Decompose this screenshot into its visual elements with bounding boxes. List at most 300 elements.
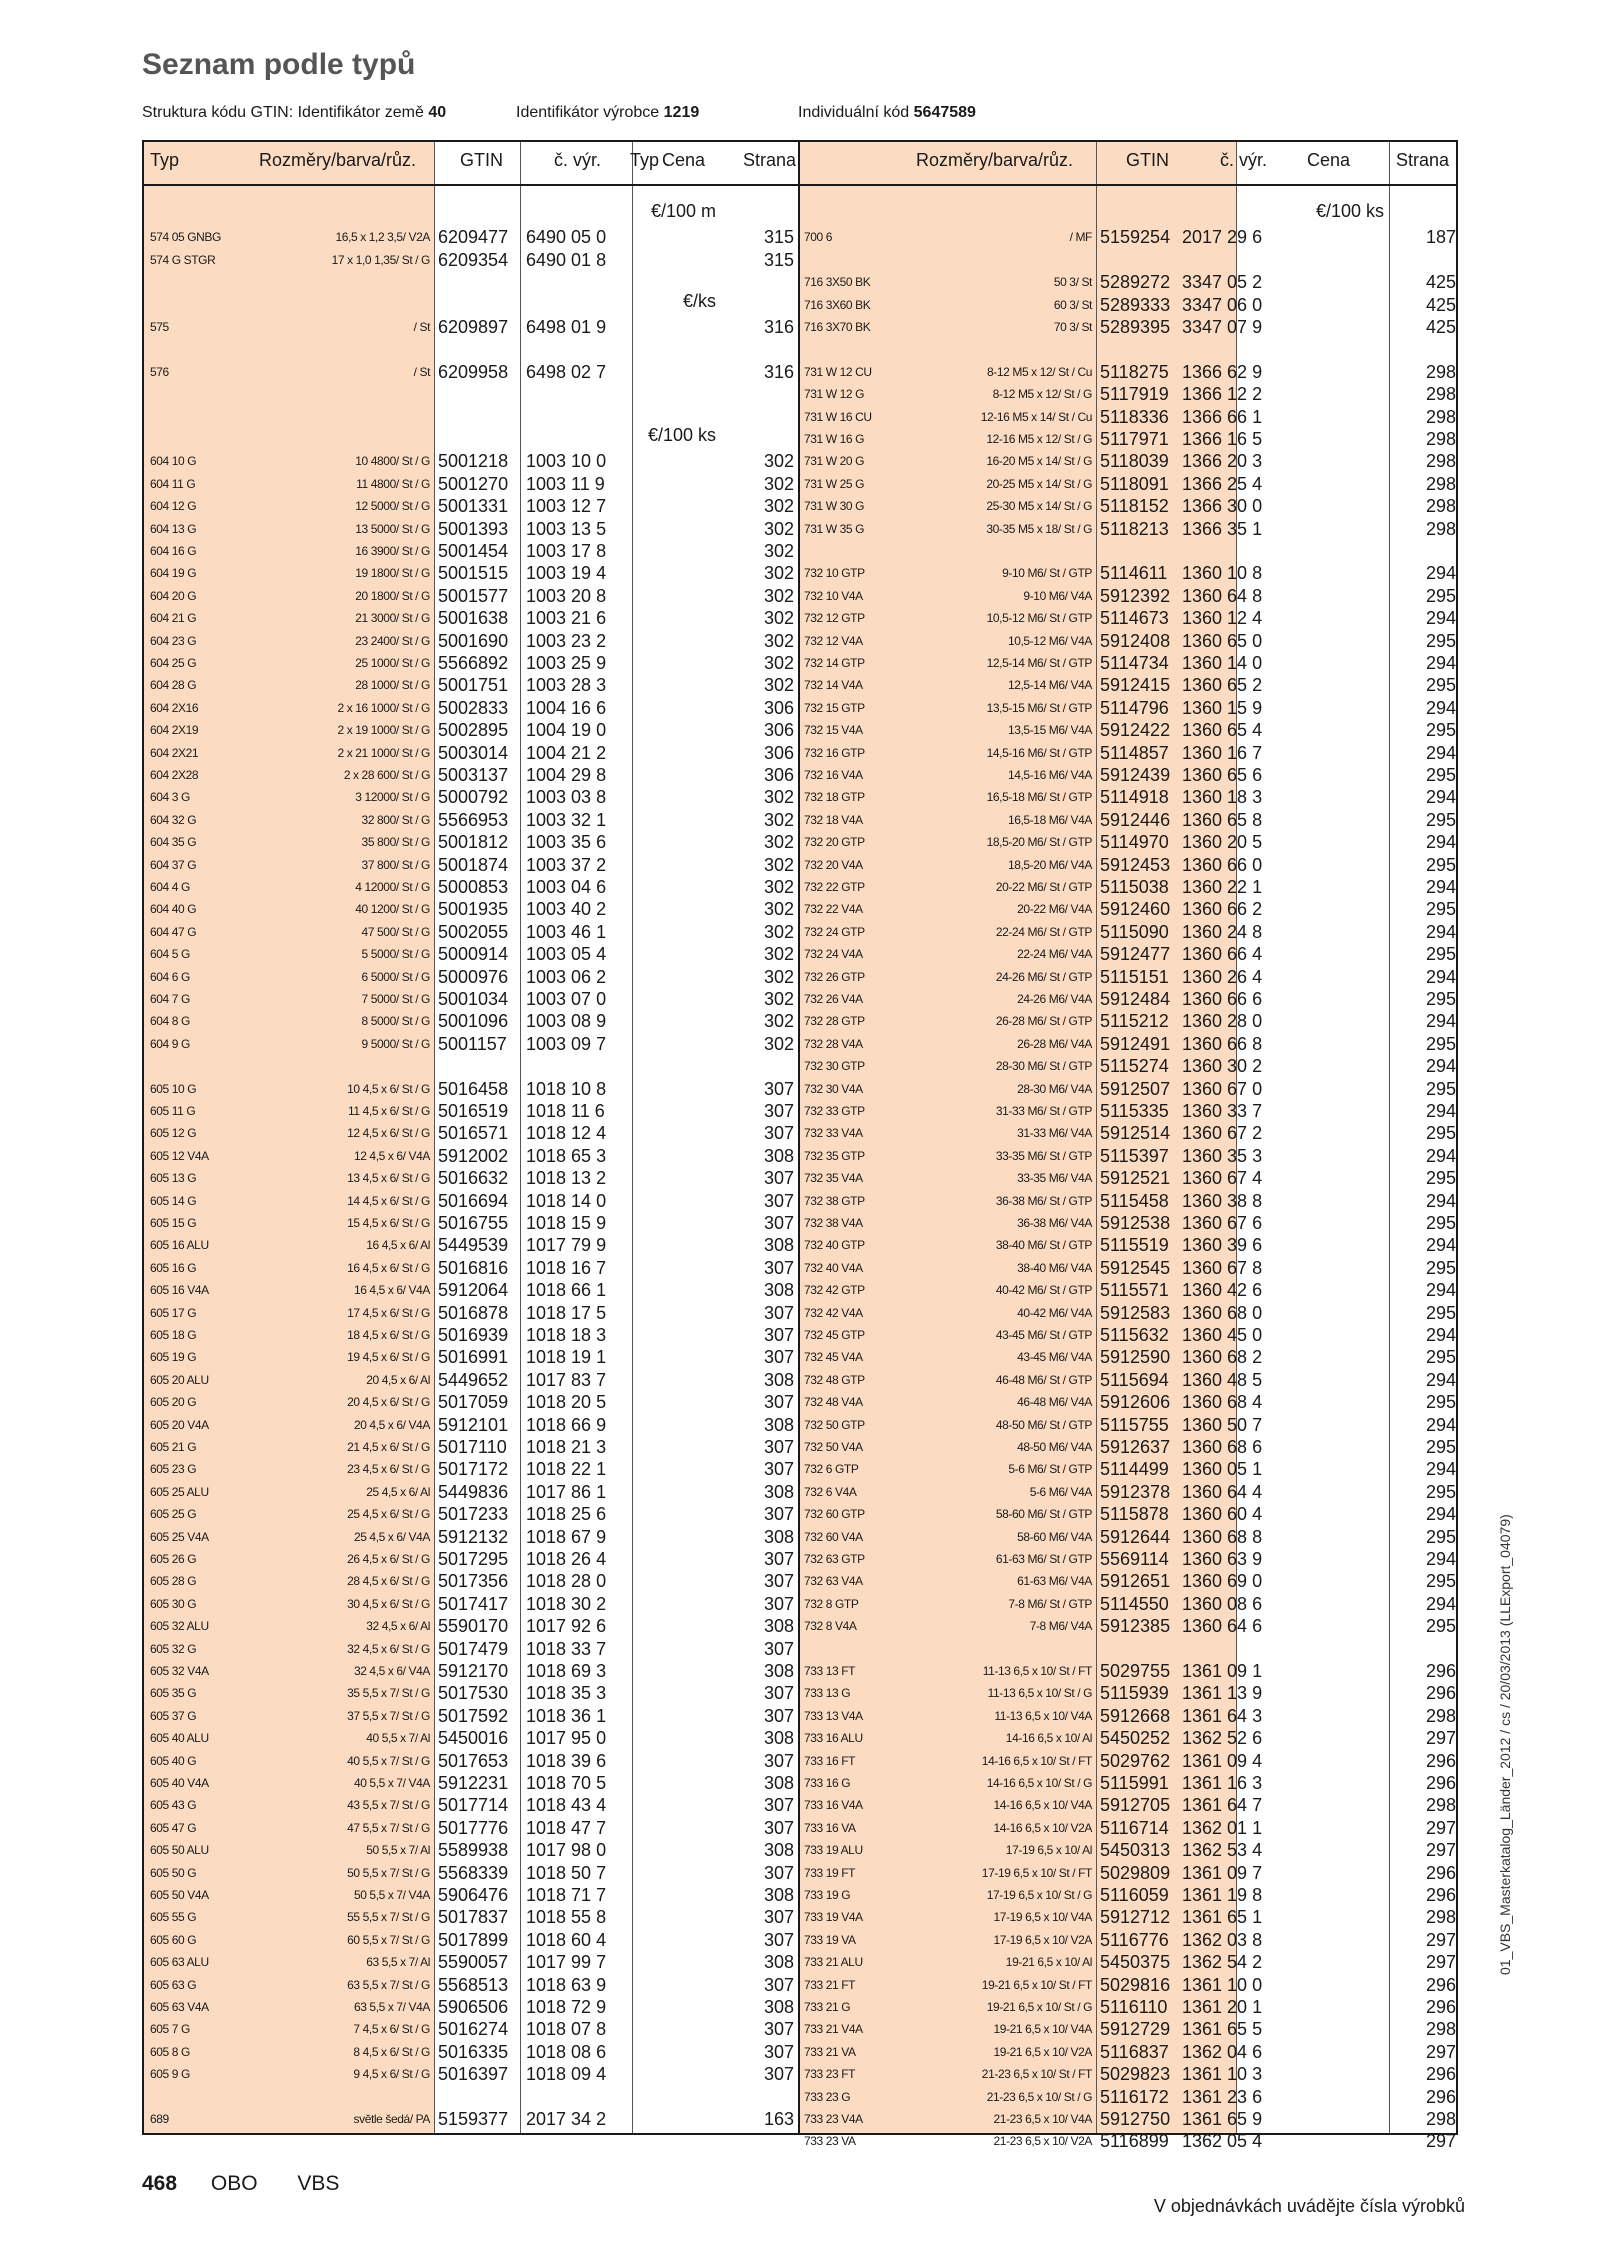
type-code: 604 13 G [150, 521, 197, 536]
page-ref: 296 [1425, 1862, 1456, 1883]
dimension-value: 21-23 6,5 x 10/ V4A [993, 2112, 1092, 2126]
item-number: 1018 15 9 [526, 1213, 607, 1233]
item-number: 1018 55 8 [526, 1907, 607, 1928]
page-ref: 302 [763, 541, 794, 561]
item-number: 1360 67 8 [1182, 1257, 1263, 1278]
type-code: 731 W 16 CU [804, 409, 872, 424]
item-number: 1018 07 8 [526, 2019, 607, 2040]
page-ref: 295 [1425, 1123, 1456, 1144]
type-code: 605 7 G [150, 2022, 190, 2037]
dimension-value: 22-24 M6/ V4A [1017, 947, 1092, 962]
item-number: 1017 92 6 [526, 1616, 607, 1637]
gtin-value: 5566892 [438, 653, 509, 673]
type-code: 604 5 G [150, 947, 190, 962]
dimension-value: 20-25 M5 x 14/ St / G [986, 476, 1092, 491]
page-ref: 308 [763, 1885, 794, 1905]
col-header-typ-right: Typ [630, 150, 660, 170]
item-number: 1018 25 6 [526, 1504, 607, 1525]
page-ref: 295 [1425, 1168, 1456, 1189]
item-number: 1360 66 2 [1182, 899, 1263, 920]
type-code: 732 14 GTP [804, 656, 865, 670]
type-code: 604 40 G [150, 902, 197, 917]
type-code: 733 21 ALU [804, 1955, 863, 1970]
type-code: 733 13 V4A [804, 1708, 863, 1723]
item-number: 1366 20 3 [1182, 451, 1263, 472]
gtin-value: 5118039 [1100, 451, 1169, 472]
item-number: 1362 05 4 [1182, 2131, 1263, 2152]
type-code: 732 28 V4A [804, 1036, 863, 1051]
gtin-value: 5450016 [438, 1728, 509, 1749]
gtin-value: 5001690 [438, 630, 509, 651]
item-number: 1360 14 0 [1182, 653, 1263, 673]
page-ref: 307 [763, 1638, 794, 1659]
gtin-value: 5016632 [438, 1168, 509, 1189]
type-code: 732 33 V4A [804, 1126, 863, 1141]
type-code: 733 23 V4A [804, 2112, 863, 2126]
type-code: 732 48 GTP [804, 1372, 865, 1387]
dimension-value: 18 4,5 x 6/ St / G [347, 1328, 430, 1342]
dimension-value: 17-19 6,5 x 10/ V4A [993, 1910, 1092, 1925]
page-ref: 294 [1425, 966, 1456, 987]
page-ref: 302 [763, 675, 794, 696]
item-number: 1360 12 4 [1182, 608, 1263, 629]
type-code: 605 50 V4A [150, 1888, 209, 1902]
item-number: 1366 35 1 [1182, 518, 1263, 539]
item-number: 1366 16 5 [1182, 429, 1263, 449]
col-header-dim-right: Rozměry/barva/růz. [916, 150, 1074, 170]
page-ref: 295 [1425, 675, 1456, 696]
type-code: 576 [150, 364, 169, 379]
gtin-value: 5906476 [438, 1885, 509, 1905]
gtin-value: 5912415 [1100, 675, 1171, 696]
dimension-value: 20 4,5 x 6/ V4A [353, 1417, 430, 1432]
gtin-value: 5912453 [1100, 854, 1171, 875]
type-code: 604 2X21 [150, 745, 199, 760]
dimension-value: 7-8 M6/ V4A [1029, 1619, 1092, 1634]
gtin-value: 5115991 [1100, 1773, 1169, 1793]
dimension-value: 19-21 6,5 x 10/ Al [1005, 1955, 1092, 1970]
gtin-value: 5016755 [438, 1213, 509, 1233]
col-divider [434, 142, 435, 2133]
type-code: 732 8 GTP [804, 1596, 859, 1611]
type-code: 732 42 V4A [804, 1305, 863, 1320]
gtin-value: 5589938 [438, 1840, 509, 1861]
gtin-value: 5568513 [438, 1974, 509, 1995]
dimension-value: / MF [1069, 230, 1092, 245]
item-number: 1360 67 2 [1182, 1123, 1263, 1144]
page-ref: 296 [1425, 1683, 1456, 1704]
gtin-value: 5912477 [1100, 944, 1171, 965]
page-ref: 298 [1425, 429, 1456, 449]
type-code: 604 2X19 [150, 723, 199, 738]
item-number: 1360 48 5 [1182, 1369, 1263, 1390]
type-code: 605 12 V4A [150, 1148, 209, 1163]
type-code: 605 63 ALU [150, 1955, 209, 1970]
type-code: 732 35 V4A [804, 1171, 863, 1186]
item-number: 1366 66 1 [1182, 406, 1263, 427]
type-code: 732 15 GTP [804, 700, 865, 715]
type-code: 732 40 GTP [804, 1238, 865, 1253]
page-ref: 294 [1425, 1414, 1456, 1435]
dimension-value: 20 4,5 x 6/ St / G [347, 1395, 430, 1410]
gtin-value: 5590170 [438, 1616, 509, 1637]
dimension-value: 47 5,5 x 7/ St / G [347, 1820, 430, 1835]
type-code: 731 W 25 G [804, 476, 865, 491]
gtin-value: 5450375 [1100, 1952, 1171, 1973]
page-ref: 308 [763, 1414, 794, 1435]
col-header-strana: Strana [743, 150, 797, 170]
page-ref: 298 [1425, 451, 1456, 472]
item-number: 1360 50 7 [1182, 1414, 1263, 1435]
gtin-value: 5017233 [438, 1504, 509, 1525]
item-number: 1018 11 6 [526, 1101, 605, 1121]
type-code: 732 15 V4A [804, 723, 863, 738]
gtin-value: 5017295 [438, 1549, 509, 1569]
type-code: 605 25 G [150, 1507, 197, 1522]
gtin-value: 5017714 [438, 1795, 509, 1816]
col-divider [1389, 142, 1390, 2133]
page-ref: 294 [1425, 1235, 1456, 1256]
dimension-value: 11-13 6,5 x 10/ St / G [987, 1686, 1092, 1701]
page-ref: 296 [1425, 1974, 1456, 1995]
gtin-value: 5289333 [1100, 294, 1171, 315]
item-number: 6490 05 0 [526, 227, 607, 248]
item-number: 1003 40 2 [526, 899, 607, 920]
type-code: 732 38 GTP [804, 1193, 865, 1208]
page-ref: 307 [763, 1168, 794, 1189]
dimension-value: 32 4,5 x 6/ St / G [347, 1641, 430, 1656]
dimension-value: 40 5,5 x 7/ V4A [353, 1776, 430, 1790]
item-number: 1361 23 6 [1182, 2086, 1263, 2107]
item-number: 1003 06 2 [526, 966, 607, 987]
item-number: 1017 83 7 [526, 1369, 607, 1390]
type-code: 605 28 G [150, 1574, 197, 1589]
dimension-value: 33-35 M6/ St / GTP [995, 1148, 1092, 1163]
gtin-value: 5115274 [1100, 1056, 1169, 1077]
type-code: 732 60 GTP [804, 1507, 865, 1522]
page-ref: 296 [1425, 1997, 1456, 2017]
type-code: 732 28 GTP [804, 1014, 865, 1029]
item-number: 1018 35 3 [526, 1683, 607, 1704]
dimension-value: 21-23 6,5 x 10/ V2A [993, 2134, 1092, 2149]
dimension-value: 24-26 M6/ V4A [1017, 992, 1092, 1006]
page-ref: 307 [763, 1862, 794, 1883]
dimension-value: 7-8 M6/ St / GTP [1008, 1596, 1092, 1611]
item-number: 1360 67 0 [1182, 1078, 1263, 1099]
page-ref: 308 [763, 1997, 794, 2017]
type-code: 605 21 G [150, 1440, 197, 1454]
item-number: 1018 12 4 [526, 1123, 607, 1144]
type-code: 605 26 G [150, 1552, 197, 1566]
dimension-value: 14-16 6,5 x 10/ Al [1005, 1731, 1092, 1746]
item-number: 1360 68 8 [1182, 1526, 1263, 1547]
type-code: 731 W 30 G [804, 499, 865, 514]
dimension-value: 8 5000/ St / G [361, 1014, 430, 1029]
page-ref: 295 [1425, 720, 1456, 741]
page-ref: 187 [1425, 227, 1456, 248]
type-code: 604 28 G [150, 678, 197, 693]
type-code: 605 9 G [150, 2067, 190, 2082]
item-number: 1003 32 1 [526, 809, 607, 830]
gtin-value: 5912507 [1100, 1078, 1171, 1099]
item-number: 1360 24 8 [1182, 921, 1263, 942]
page-ref: 298 [1425, 384, 1456, 405]
brand-obo: OBO [210, 2172, 258, 2195]
type-code: 732 26 GTP [804, 969, 865, 984]
gtin-value: 5114499 [1100, 1459, 1169, 1480]
item-number: 1017 79 9 [526, 1235, 607, 1256]
page-ref: 295 [1425, 899, 1456, 920]
item-number: 1018 50 7 [526, 1862, 607, 1883]
item-number: 1003 05 4 [526, 944, 607, 965]
dimension-value: 50 5,5 x 7/ Al [366, 1843, 430, 1858]
gtin-value: 5117919 [1100, 384, 1169, 405]
gtin-value: 5115632 [1100, 1325, 1169, 1345]
dimension-value: 23 2400/ St / G [355, 633, 430, 648]
page-ref: 308 [763, 1952, 794, 1973]
item-number: 1003 37 2 [526, 854, 607, 875]
gtin-value: 5029762 [1100, 1750, 1171, 1771]
type-code: 732 50 GTP [804, 1417, 865, 1432]
page-ref: 308 [763, 1728, 794, 1749]
type-code: 605 55 G [150, 1910, 197, 1925]
dimension-value: 70 3/ St [1053, 320, 1092, 334]
type-code: 732 6 V4A [804, 1484, 857, 1499]
gtin-value: 5016458 [438, 1078, 509, 1099]
gtin-value: 5912545 [1100, 1257, 1171, 1278]
type-code: 605 20 V4A [150, 1417, 209, 1432]
type-code: 605 16 V4A [150, 1283, 209, 1298]
type-code: 732 33 GTP [804, 1104, 865, 1118]
type-code: 604 32 G [150, 812, 197, 827]
side-note: 01_VBS_Masterkatalog_Länder_2012 / cs / 20/03/2013 (LLExport_04079) [1497, 1514, 1513, 1975]
dimension-value: 63 5,5 x 7/ V4A [353, 2000, 430, 2014]
item-number: 1018 66 1 [526, 1280, 607, 1301]
page-ref: 294 [1425, 1101, 1456, 1121]
item-number: 1362 54 2 [1182, 1952, 1263, 1973]
gtin-value: 5115090 [1100, 921, 1169, 942]
gtin-value: 5114550 [1100, 1593, 1169, 1614]
item-number: 6498 02 7 [526, 361, 607, 382]
dimension-value: 31-33 M6/ St / GTP [995, 1104, 1092, 1118]
gtin-value: 6209477 [438, 227, 509, 248]
page-ref: 294 [1425, 697, 1456, 718]
page-ref: 302 [763, 966, 794, 987]
gtin-value: 5016991 [438, 1347, 509, 1368]
col-header-cena: Cena [662, 150, 706, 170]
gtin-value: 5115151 [1100, 966, 1169, 987]
page-ref: 297 [1425, 1840, 1456, 1861]
dimension-value: 33-35 M6/ V4A [1017, 1171, 1092, 1186]
type-code: 733 19 FT [804, 1865, 856, 1880]
gtin-value: 5114857 [1100, 742, 1169, 763]
dimension-value: 40 5,5 x 7/ St / G [347, 1753, 430, 1768]
dimension-value: 13,5-15 M6/ V4A [1007, 723, 1092, 738]
dimension-value: 21-23 6,5 x 10/ St / G [986, 2089, 1092, 2104]
dimension-value: 20 1800/ St / G [355, 588, 430, 603]
gtin-value: 5912422 [1100, 720, 1171, 741]
page-ref: 308 [763, 1280, 794, 1301]
dimension-value: 8 4,5 x 6/ St / G [353, 2044, 430, 2059]
item-number: 1360 42 6 [1182, 1280, 1263, 1301]
dimension-value: 12-16 M5 x 12/ St / G [986, 432, 1092, 446]
page-ref: 307 [763, 1795, 794, 1816]
page-ref: 302 [763, 585, 794, 606]
gtin-value: 5029809 [1100, 1862, 1171, 1883]
item-number: 1360 69 0 [1182, 1571, 1263, 1592]
dimension-value: 11-13 6,5 x 10/ St / FT [982, 1664, 1092, 1678]
page-ref: 302 [763, 608, 794, 629]
dimension-value: 31-33 M6/ V4A [1017, 1126, 1092, 1141]
dimension-value: 9 5000/ St / G [361, 1036, 430, 1051]
item-number: 1018 70 5 [526, 1773, 607, 1793]
gtin-value: 5912439 [1100, 765, 1171, 785]
gtin-value: 5289395 [1100, 317, 1171, 337]
type-code: 731 W 16 G [804, 432, 865, 446]
page-ref: 294 [1425, 1280, 1456, 1301]
dimension-value: 6 5000/ St / G [361, 969, 430, 984]
page-ref: 302 [763, 854, 794, 875]
type-code: 733 21 FT [804, 1977, 856, 1992]
item-number: 1018 65 3 [526, 1145, 607, 1166]
dimension-value: 10 4800/ St / G [355, 454, 430, 469]
page-ref: 307 [763, 1190, 794, 1211]
item-number: 1360 67 6 [1182, 1213, 1263, 1233]
page-ref: 307 [763, 1929, 794, 1950]
gtin-value: 5450252 [1100, 1728, 1171, 1749]
gtin-value: 5590057 [438, 1952, 509, 1973]
dimension-value: 26 4,5 x 6/ St / G [347, 1552, 430, 1566]
type-code: 604 3 G [150, 790, 190, 805]
type-code: 604 23 G [150, 633, 197, 648]
item-number: 6490 01 8 [526, 249, 607, 270]
type-code: 605 47 G [150, 1820, 197, 1835]
col-header-typ: Typ [150, 150, 180, 170]
page-ref: 294 [1425, 1369, 1456, 1390]
dimension-value: 20 4,5 x 6/ Al [366, 1372, 430, 1387]
gtin-value: 6209958 [438, 361, 509, 382]
dimension-value: 37 800/ St / G [361, 857, 430, 872]
type-code: 732 22 GTP [804, 880, 865, 894]
dimension-value: 3 12000/ St / G [355, 790, 430, 805]
page-ref: 308 [763, 1369, 794, 1390]
dimension-value: 35 5,5 x 7/ St / G [347, 1686, 430, 1701]
dimension-value: 14,5-16 M6/ V4A [1007, 768, 1092, 782]
dimension-value: 14-16 6,5 x 10/ V4A [993, 1798, 1092, 1813]
page-ref: 297 [1425, 1728, 1456, 1749]
item-number: 1360 68 2 [1182, 1347, 1263, 1368]
gtin-value: 5001874 [438, 854, 509, 875]
item-number: 1361 19 8 [1182, 1885, 1263, 1905]
dimension-value: 50 3/ St [1053, 275, 1092, 290]
footer-left [142, 2172, 373, 2196]
brand-vbs: VBS [297, 2172, 340, 2195]
page-ref: 302 [763, 944, 794, 965]
item-number: 1360 15 9 [1182, 697, 1263, 718]
gtin-value: 5569114 [1100, 1549, 1169, 1569]
page-ref: 298 [1425, 473, 1456, 494]
dimension-value: 17-19 6,5 x 10/ St / FT [981, 1865, 1092, 1880]
type-code: 605 32 V4A [150, 1664, 209, 1678]
dimension-value: 25-30 M5 x 14/ St / G [986, 499, 1092, 514]
item-number: 1003 21 6 [526, 608, 607, 629]
gtin-value: 5017059 [438, 1392, 509, 1413]
type-code: 605 14 G [150, 1193, 197, 1208]
gtin-value: 5912460 [1100, 899, 1171, 920]
page-ref: 307 [763, 1302, 794, 1323]
page-ref: 295 [1425, 944, 1456, 965]
item-number: 1361 09 4 [1182, 1750, 1263, 1771]
page-ref: 296 [1425, 1750, 1456, 1771]
item-number: 1362 52 6 [1182, 1728, 1263, 1749]
type-code: 605 40 V4A [150, 1776, 209, 1790]
type-code: 605 8 G [150, 2044, 190, 2059]
page-ref: 307 [763, 1974, 794, 1995]
page-ref: 307 [763, 1213, 794, 1233]
gtin-value: 5002895 [438, 720, 509, 741]
dimension-value: 60 5,5 x 7/ St / G [347, 1932, 430, 1947]
dimension-value: 38-40 M6/ V4A [1017, 1260, 1092, 1275]
item-number: 1018 47 7 [526, 1817, 607, 1838]
dimension-value: 21 3000/ St / G [355, 611, 430, 626]
dimension-value: 11 4,5 x 6/ St / G [348, 1104, 430, 1118]
item-number: 1360 68 0 [1182, 1302, 1263, 1323]
page-ref: 298 [1425, 361, 1456, 382]
item-number: 1361 65 9 [1182, 2109, 1263, 2129]
dimension-value: 14,5-16 M6/ St / GTP [986, 745, 1092, 760]
gtin-value: 5115038 [1100, 877, 1169, 897]
gtin-value: 5912521 [1100, 1168, 1171, 1189]
gtin-value: 6209897 [438, 317, 509, 337]
type-code: 733 23 VA [804, 2134, 856, 2149]
gtin-value: 5118275 [1100, 361, 1169, 382]
dimension-value: 50 5,5 x 7/ V4A [353, 1888, 430, 1902]
gtin-value: 5568339 [438, 1862, 509, 1883]
dimension-value: 23 4,5 x 6/ St / G [347, 1462, 430, 1477]
gtin-value: 5029816 [1100, 1974, 1171, 1995]
gtin-value: 5001331 [438, 496, 509, 517]
page-ref: 315 [763, 227, 794, 248]
dimension-value: 20-22 M6/ St / GTP [995, 880, 1092, 894]
page-ref: 302 [763, 877, 794, 897]
type-code: 605 13 G [150, 1171, 197, 1186]
page-ref: 306 [763, 720, 794, 741]
dimension-value: 8-12 M5 x 12/ St / G [992, 387, 1092, 402]
gtin-value: 5912378 [1100, 1481, 1171, 1502]
gtin-value: 5115212 [1100, 1011, 1169, 1032]
type-code: 733 16 FT [804, 1753, 856, 1768]
page-ref: 296 [1425, 1885, 1456, 1905]
item-number: 1360 65 8 [1182, 809, 1263, 830]
dimension-value: 2 x 19 1000/ St / G [337, 723, 430, 738]
page-ref: 294 [1425, 832, 1456, 853]
page-ref: 306 [763, 765, 794, 785]
gtin-value: 5017417 [438, 1593, 509, 1614]
item-number: 1018 39 6 [526, 1750, 607, 1771]
page-ref: 308 [763, 1526, 794, 1547]
page-ref: 308 [763, 1661, 794, 1681]
item-number: 1360 66 6 [1182, 989, 1263, 1009]
type-code: 733 19 VA [804, 1932, 856, 1947]
dimension-value: 19-21 6,5 x 10/ V4A [993, 2022, 1092, 2037]
gtin-value: 5912590 [1100, 1347, 1171, 1368]
page-ref: 302 [763, 496, 794, 517]
type-code: 605 63 V4A [150, 2000, 209, 2014]
type-code: 604 2X28 [150, 768, 199, 782]
type-code: 605 40 ALU [150, 1731, 209, 1746]
type-code: 732 10 GTP [804, 566, 865, 581]
page-ref: 295 [1425, 1437, 1456, 1457]
